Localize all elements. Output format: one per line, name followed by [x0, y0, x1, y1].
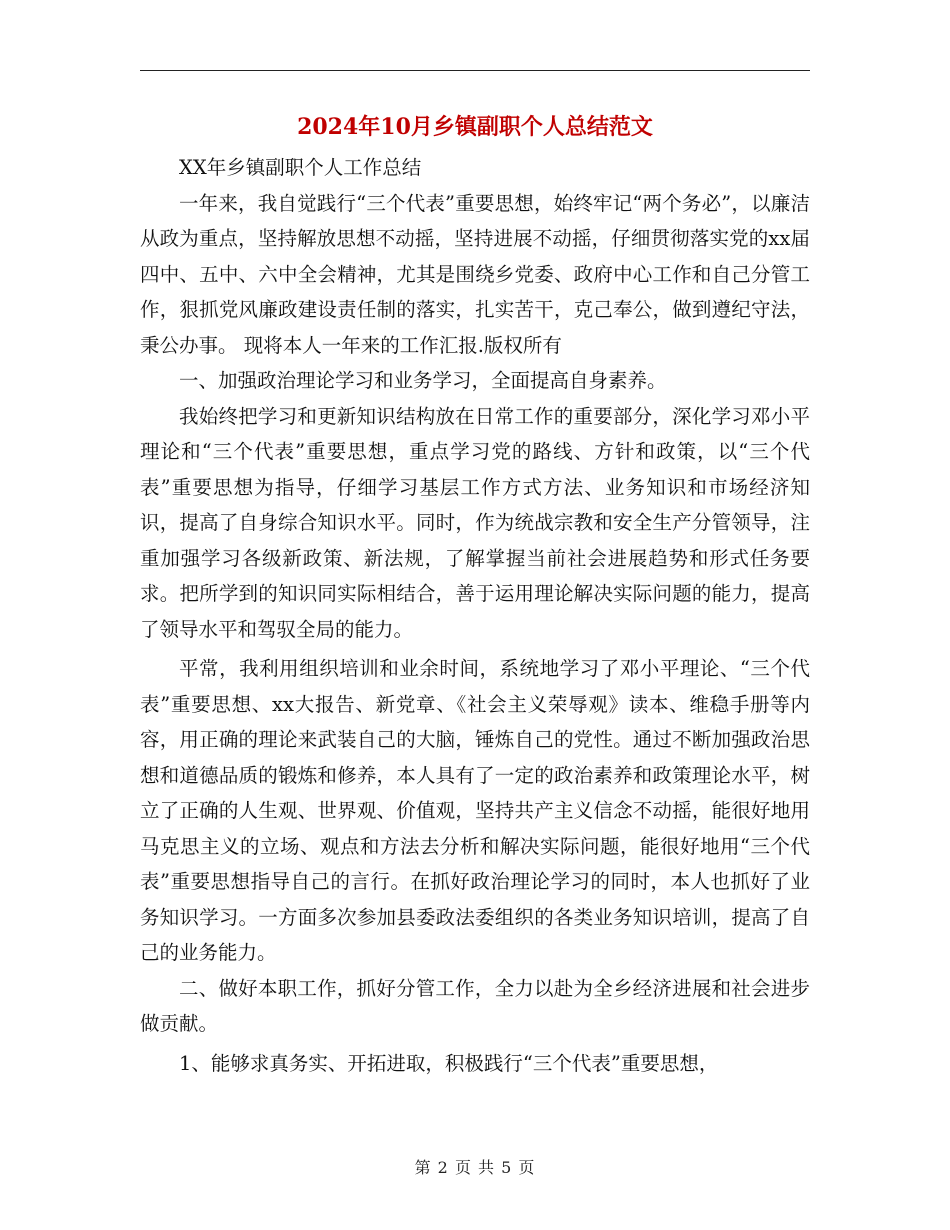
section-heading-2: 二、做好本职工作，抓好分管工作，全力以赴为全乡经济进展和社会进步做贡献。 — [140, 976, 810, 1035]
body-paragraph: 1、能够求真务实、开拓进取，积极践行“三个代表”重要思想， — [179, 1051, 719, 1075]
header-rule — [140, 70, 810, 71]
subtitle-paragraph: XX年乡镇副职个人工作总结 — [179, 156, 422, 179]
intro-paragraph: 一年来，我自觉践行“三个代表”重要思想，始终牢记“两个务必”，以廉洁从政为重点，坚持解放思想不动摇，坚持进展不动摇，仔细贯彻落实党的xx届四中、五中、六中全会精神，尤其是围绕乡党委、政府中心工作和自己分管工作，狠抓党风廉政建设责任制的落实，扎实苦干，克己奉公，做到遵纪守法，秉公办事。 现将本人一年来的工作汇报.版权所有 — [140, 191, 810, 357]
page-number: 第 2 页 共 5 页 — [414, 1158, 536, 1177]
document-body — [140, 150, 810, 1081]
body-paragraph: 平常，我利用组织培训和业余时间，系统地学习了邓小平理论、“三个代表”重要思想、xx大报告、新党章、《社会主义荣辱观》读本、维稳手册等内容，用正确的理论来武装自己的大脑，锤炼自己的党性。通过不断加强政治思想和道德品质的锻炼和修养，本人具有了一定的政治素养和政策理论水平，树立了正确的人生观、世界观、价值观，坚持共产主义信念不动摇，能很好地用马克思主义的立场、观点和方法去分析和解决实际问题，能很好地用“三个代表”重要思想指导自己的言行。在抓好政治理论学习的同时，本人也抓好了业务知识学习。一方面多次参加县委政法委组织的各类业务知识培训，提高了自己的业务能力。 — [140, 657, 810, 964]
document-title: 2024年10月乡镇副职个人总结范文 — [297, 114, 653, 140]
body-paragraph: 我始终把学习和更新知识结构放在日常工作的重要部分，深化学习邓小平理论和“三个代表”重要思想，重点学习党的路线、方针和政策，以“三个代表”重要思想为指导，仔细学习基层工作方式方法、业务知识和市场经济知识，提高了自身综合知识水平。同时，作为统战宗教和安全生产分管领导，注重加强学习各级新政策、新法规，了解掌握当前社会进展趋势和形式任务要求。把所学到的知识同实际相结合，善于运用理论解决实际问题的能力，提高了领导水平和驾驭全局的能力。 — [140, 404, 810, 641]
section-heading-1: 一、加强政治理论学习和业务学习，全面提高自身素养。 — [179, 369, 667, 392]
